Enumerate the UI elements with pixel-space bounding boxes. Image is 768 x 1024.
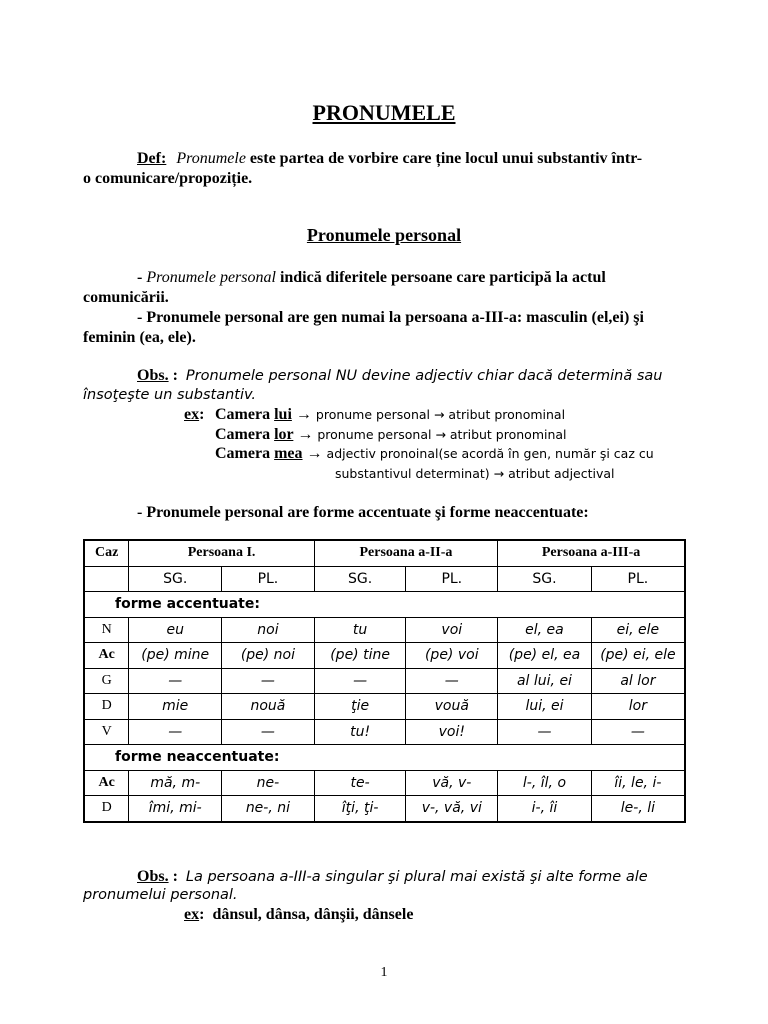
table-header-row (84, 540, 685, 566)
value-cell: îi, le, i- (591, 770, 685, 796)
case-cell: G (84, 668, 129, 694)
value-cell: — (129, 668, 222, 694)
bullet-1-line-1 (137, 268, 606, 288)
bullet-1-line-2: comunicării. (83, 289, 169, 306)
value-cell: mie (129, 694, 222, 720)
value-cell: al lui, ei (498, 668, 592, 694)
pronoun-table (83, 539, 686, 823)
bullet-2-line-1: - Pronumele personal are gen numai la persoana a-III-a: masculin (el,ei) şi (137, 309, 644, 326)
bullet-2-line-2: feminin (ea, ele). (83, 329, 196, 346)
value-cell: (pe) mine (129, 643, 222, 669)
obs-1-text-1: Pronumele personal NU devine adjectiv chiar dacă determină sau (185, 368, 663, 384)
definition-line-2: o comunicare/propoziție. (83, 170, 253, 187)
number-cell: SG. (314, 566, 406, 592)
value-cell: noi (222, 617, 315, 643)
header-caz: Caz (84, 540, 129, 566)
page-title: PRONUMELE (312, 100, 456, 125)
table-row (84, 796, 685, 822)
table-row (84, 617, 685, 643)
example-3-continuation: substantivul determinat) → atribut adjectival (335, 466, 615, 481)
value-cell: voi! (406, 719, 498, 745)
examples-1-label-wrap (184, 405, 204, 425)
obs-1-sep: : (168, 367, 178, 384)
obs-1-label: Obs. (137, 367, 169, 384)
example-2-line (215, 425, 567, 445)
obs-2-text-1: La persoana a-III-a singular şi plural mai există şi alte forme ale (185, 869, 648, 885)
value-cell: (pe) el, ea (498, 643, 592, 669)
table-row (84, 643, 685, 669)
example-3-pronoun: mea (274, 445, 303, 462)
value-cell: îţi, ţi- (314, 796, 406, 822)
examples-1-label: ex (184, 406, 200, 423)
obs-2-line-2: pronumelui personal. (83, 887, 238, 903)
value-cell: (pe) voi (406, 643, 498, 669)
value-cell: (pe) tine (314, 643, 406, 669)
header-person-1: Persoana I. (129, 540, 314, 566)
value-cell: — (591, 719, 685, 745)
bullet-3: - Pronumele personal are forme accentuate şi forme neaccentuate: (137, 504, 589, 521)
number-cell: PL. (222, 566, 315, 592)
obs-2-label: Obs. (137, 868, 169, 885)
case-cell: Ac (84, 643, 129, 669)
value-cell: le-, li (591, 796, 685, 822)
value-cell: tu! (314, 719, 406, 745)
section-row-neaccentuate (84, 745, 685, 771)
case-cell: Ac (84, 770, 129, 796)
definition-line-1 (137, 149, 642, 169)
section-label-accentuate: forme accentuate: (84, 592, 685, 618)
example-2-arrow: → (293, 426, 318, 443)
value-cell: lor (591, 694, 685, 720)
examples-2-line (184, 905, 413, 925)
case-cell: V (84, 719, 129, 745)
value-cell: — (314, 668, 406, 694)
definition-term: Pronumele (176, 150, 246, 167)
number-cell: PL. (591, 566, 685, 592)
value-cell: mă, m- (129, 770, 222, 796)
example-1-desc: pronume personal → atribut pronominal (315, 407, 566, 422)
example-2-desc: pronume personal → atribut pronominal (317, 427, 567, 442)
page-number: 1 (380, 965, 388, 980)
value-cell: îmi, mi- (129, 796, 222, 822)
value-cell: nouă (222, 694, 315, 720)
example-2-word: Camera (215, 426, 275, 443)
definition-text-1: este partea de vorbire care ține locul unui substantiv într- (245, 150, 643, 167)
examples-2-text: dânsul, dânsa, dânşii, dânsele (212, 906, 414, 923)
table-row (84, 719, 685, 745)
value-cell: ei, ele (591, 617, 685, 643)
obs-1-line-1 (137, 366, 663, 386)
value-cell: i-, îi (498, 796, 592, 822)
table-row (84, 694, 685, 720)
value-cell: te- (314, 770, 406, 796)
number-cell: PL. (406, 566, 498, 592)
example-1-arrow: → (291, 406, 316, 423)
value-cell: ne- (222, 770, 315, 796)
empty-cell (84, 566, 129, 592)
example-3-arrow: → (302, 445, 327, 462)
value-cell: v-, vă, vi (406, 796, 498, 822)
value-cell: tu (314, 617, 406, 643)
table-row (84, 668, 685, 694)
obs-2-line-1 (137, 867, 648, 887)
bullet-1-term: Pronumele personal (146, 269, 276, 286)
definition-label: Def: (137, 150, 167, 167)
bullet-1-dash: - (137, 269, 147, 286)
value-cell: eu (129, 617, 222, 643)
examples-2-label: ex (184, 906, 200, 923)
number-cell: SG. (498, 566, 592, 592)
example-1-line (215, 405, 565, 425)
obs-2-sep: : (168, 868, 178, 885)
table-row (84, 770, 685, 796)
section-row-accentuate (84, 592, 685, 618)
value-cell: — (498, 719, 592, 745)
examples-2-colon: : (199, 906, 205, 923)
example-2-pronoun: lor (274, 426, 294, 443)
value-cell: el, ea (498, 617, 592, 643)
value-cell: vă, v- (406, 770, 498, 796)
example-3-word: Camera (215, 445, 275, 462)
value-cell: lui, ei (498, 694, 592, 720)
value-cell: vouă (406, 694, 498, 720)
value-cell: — (406, 668, 498, 694)
example-1-pronoun: lui (274, 406, 292, 423)
value-cell: al lor (591, 668, 685, 694)
value-cell: — (222, 668, 315, 694)
obs-1-line-2: însoţeşte un substantiv. (83, 387, 256, 403)
value-cell: — (222, 719, 315, 745)
number-cell: SG. (129, 566, 222, 592)
header-person-2: Persoana a-II-a (314, 540, 497, 566)
case-cell: D (84, 694, 129, 720)
value-cell: l-, îl, o (498, 770, 592, 796)
example-3-line (215, 444, 654, 464)
section-title: Pronumele personal (306, 225, 462, 245)
bullet-1-text: indică diferitele persoane care participă la actul (275, 269, 606, 286)
value-cell: — (129, 719, 222, 745)
value-cell: (pe) ei, ele (591, 643, 685, 669)
case-cell: N (84, 617, 129, 643)
example-1-word: Camera (215, 406, 275, 423)
value-cell: ţie (314, 694, 406, 720)
section-label-neaccentuate: forme neaccentuate: (84, 745, 685, 771)
value-cell: (pe) noi (222, 643, 315, 669)
header-person-3: Persoana a-III-a (498, 540, 685, 566)
table-number-row (84, 566, 685, 592)
value-cell: ne-, ni (222, 796, 315, 822)
examples-1-colon: : (199, 406, 205, 423)
example-3-desc: adjectiv pronoinal(se acordă în gen, număr şi caz cu (326, 446, 654, 461)
case-cell: D (84, 796, 129, 822)
value-cell: voi (406, 617, 498, 643)
